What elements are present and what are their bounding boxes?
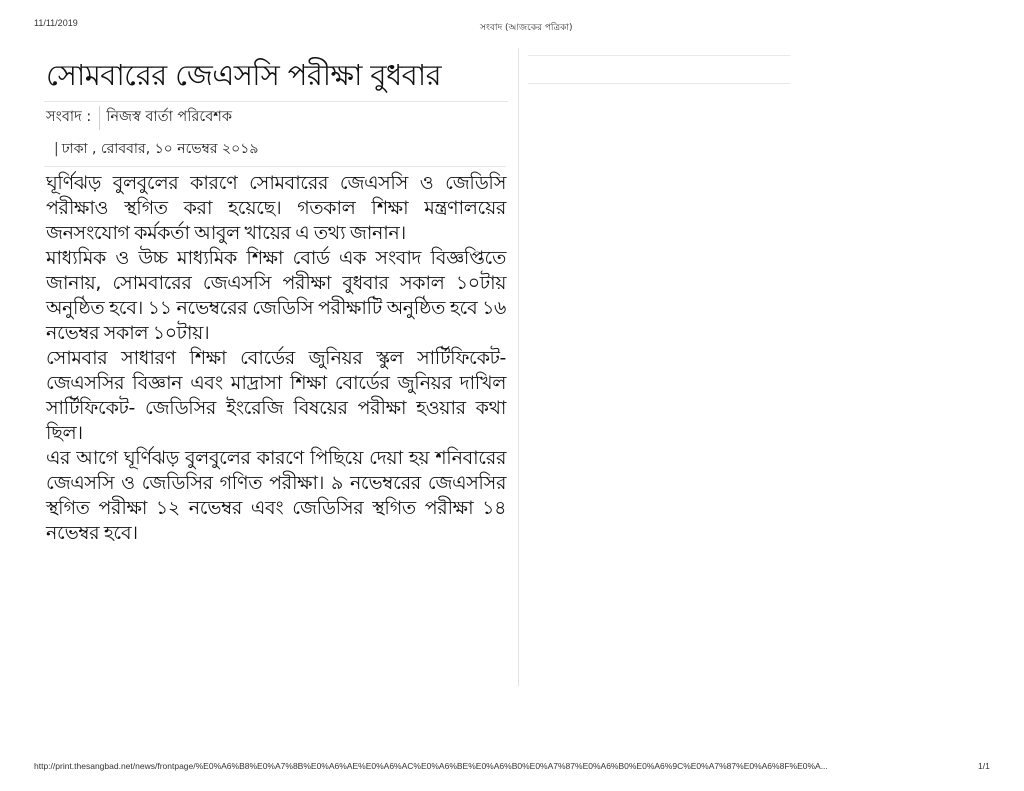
print-header-title: সংবাদ (আজকের পত্রিকা)	[480, 23, 573, 33]
sidebar-divider	[528, 83, 790, 84]
article-paragraph: সোমবার সাধারণ শিক্ষা বোর্ডের জুনিয়র স্কুল সার্টিফিকেট- জেএসসির বিজ্ঞান এবং মাদ্রাসা শিক্ষা বোর্ডের জুনিয়র দাখিল সার্টিফিকেট- জেডিসির ইংরেজি বিষয়ের পরীক্ষা হওয়ার কথা ছিল।	[46, 347, 506, 445]
article-paragraph: এর আগে ঘূর্ণিঝড় বুলবুলের কারণে পিছিয়ে দেয়া হয় শনিবারের জেএসসি ও জেডিসির গণিত পরীক্ষা। ৯ নভেম্বরের জেএসসির স্থগিত পরীক্ষা ১২ নভেম্বর এবং জেডিসির স্থগিত পরীক্ষা ১৪ নভেম্বর হবে।	[46, 447, 506, 545]
article-body	[44, 171, 506, 546]
article-headline: সোমবারের জেএসসি পরীক্ষা বুধবার	[46, 58, 441, 92]
article-paragraph: ঘূর্ণিঝড় বুলবুলের কারণে সোমবারের জেএসসি ও জেডিসি পরীক্ষাও স্থগিত করা হয়েছে। গতকাল শিক্ষা মন্ত্রণালয়ের জনসংযোগ কর্মকর্তা আবুল খায়ের এ তথ্য জানান।	[46, 172, 506, 245]
byline-label: সংবাদ :	[46, 109, 92, 126]
byline	[44, 101, 508, 134]
news-article	[44, 48, 519, 686]
byline-source: নিজস্ব বার্তা পরিবেশক	[99, 106, 232, 130]
print-header-date: 11/11/2019	[34, 18, 78, 28]
print-footer-url: http://print.thesangbad.net/news/frontpage/%E0%A6%B8%E0%A7%8B%E0%A6%AE%E0%A6%AC%E0%A6%BE%E0%A6%B0%E0%A7%87%E0%A6%B0%E0%A6%9C%E0%A7%87%E0%A6%8F%E0%A...	[34, 761, 828, 771]
sidebar-divider	[528, 55, 790, 56]
dateline-separator: |	[54, 141, 59, 158]
article-paragraph: মাধ্যমিক ও উচ্চ মাধ্যমিক শিক্ষা বোর্ড এক সংবাদ বিজ্ঞপ্তিতে জানায়, সোমবারের জেএসসি পরীক্ষা বুধবার সকাল ১০টায় অনুষ্ঠিত হবে। ১১ নভেম্বরের জেডিসি পরীক্ষাটি অনুষ্ঠিত হবে ১৬ নভেম্বর সকাল ১০টায়।	[46, 247, 506, 345]
article-dateline	[44, 134, 506, 167]
print-footer-page-number: 1/1	[978, 761, 990, 771]
dateline-text: ঢাকা , রোববার, ১০ নভেম্বর ২০১৯	[61, 141, 259, 158]
